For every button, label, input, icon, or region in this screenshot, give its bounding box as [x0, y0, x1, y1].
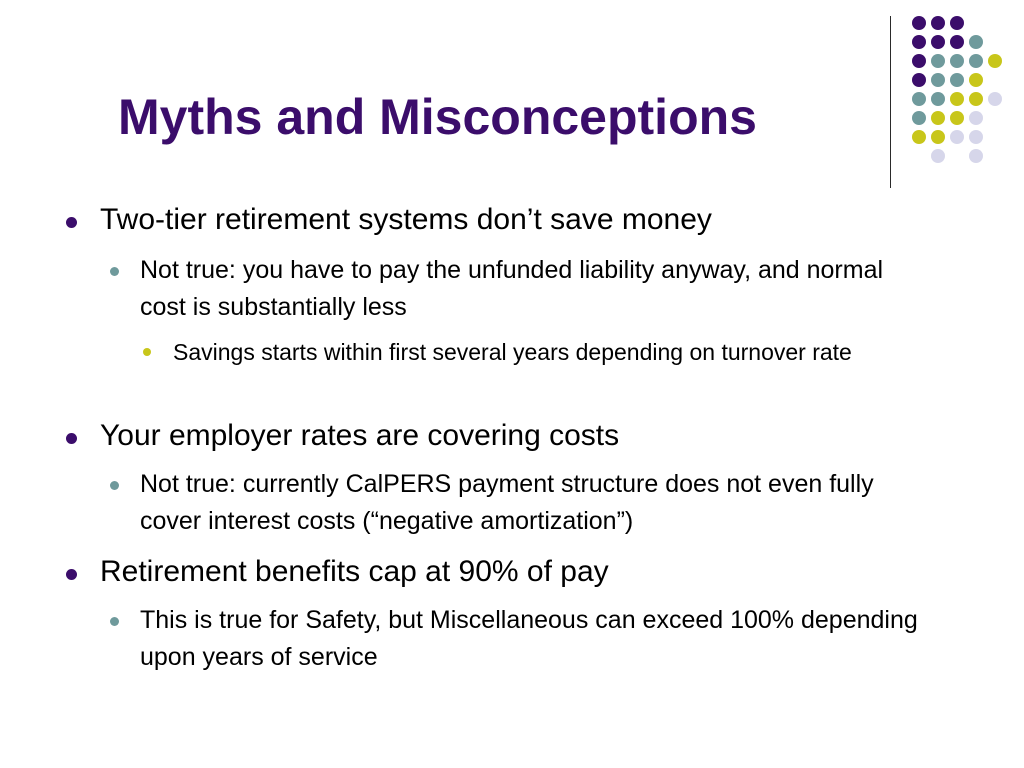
bullet-text: This is true for Safety, but Miscellaneous can exceed 100% depending upon years of service	[140, 606, 918, 671]
decorative-dot	[912, 16, 926, 30]
bullet-item	[140, 602, 970, 676]
bullet-text: Savings starts within first several years depending on turnover rate	[173, 339, 852, 365]
bullet-item	[100, 554, 900, 590]
decorative-dot	[912, 130, 926, 144]
decorative-dot	[931, 54, 945, 68]
decorative-dot	[912, 54, 926, 68]
decorative-dot	[969, 35, 983, 49]
bullet-text: Not true: currently CalPERS payment structure does not even fully cover interest costs (“negative amortization”)	[140, 470, 874, 535]
bullet-item	[140, 466, 930, 540]
decorative-dot	[969, 92, 983, 106]
decorative-dot-grid	[0, 0, 1024, 200]
decorative-dot	[950, 130, 964, 144]
decorative-dot	[931, 130, 945, 144]
decorative-dot	[950, 16, 964, 30]
decorative-dot	[912, 35, 926, 49]
bullet-marker	[110, 617, 119, 626]
bullet-text: Retirement benefits cap at 90% of pay	[100, 555, 609, 588]
decorative-dot	[931, 16, 945, 30]
decorative-dot	[950, 111, 964, 125]
decorative-dot	[931, 35, 945, 49]
decorative-dot	[950, 73, 964, 87]
decorative-dot	[950, 54, 964, 68]
decorative-dot	[912, 111, 926, 125]
decorative-dot	[969, 54, 983, 68]
decorative-dot	[969, 111, 983, 125]
bullet-marker	[143, 348, 151, 356]
bullet-text: Your employer rates are covering costs	[100, 419, 620, 452]
decorative-dot	[931, 92, 945, 106]
decorative-dot	[931, 73, 945, 87]
decorative-dot	[931, 149, 945, 163]
bullet-item	[140, 252, 930, 326]
bullet-text: Not true: you have to pay the unfunded liability anyway, and normal cost is substantially less	[140, 256, 884, 321]
decorative-dot	[950, 35, 964, 49]
decorative-dot	[969, 73, 983, 87]
bullet-item	[173, 335, 903, 369]
decorative-dot	[950, 92, 964, 106]
bullet-marker	[110, 267, 119, 276]
slide-title: Myths and Misconceptions	[118, 89, 757, 145]
bullet-item	[100, 418, 900, 454]
decorative-dot	[912, 92, 926, 106]
bullet-marker	[66, 569, 77, 580]
decorative-dot	[988, 54, 1002, 68]
bullet-marker	[110, 481, 119, 490]
decorative-dot	[931, 111, 945, 125]
decorative-dot	[912, 73, 926, 87]
decorative-dot	[969, 130, 983, 144]
decorative-dot	[988, 92, 1002, 106]
decorative-dot	[969, 149, 983, 163]
bullet-marker	[66, 217, 77, 228]
bullet-item	[100, 202, 900, 238]
bullet-text: Two-tier retirement systems don’t save money	[100, 203, 712, 236]
bullet-marker	[66, 433, 77, 444]
